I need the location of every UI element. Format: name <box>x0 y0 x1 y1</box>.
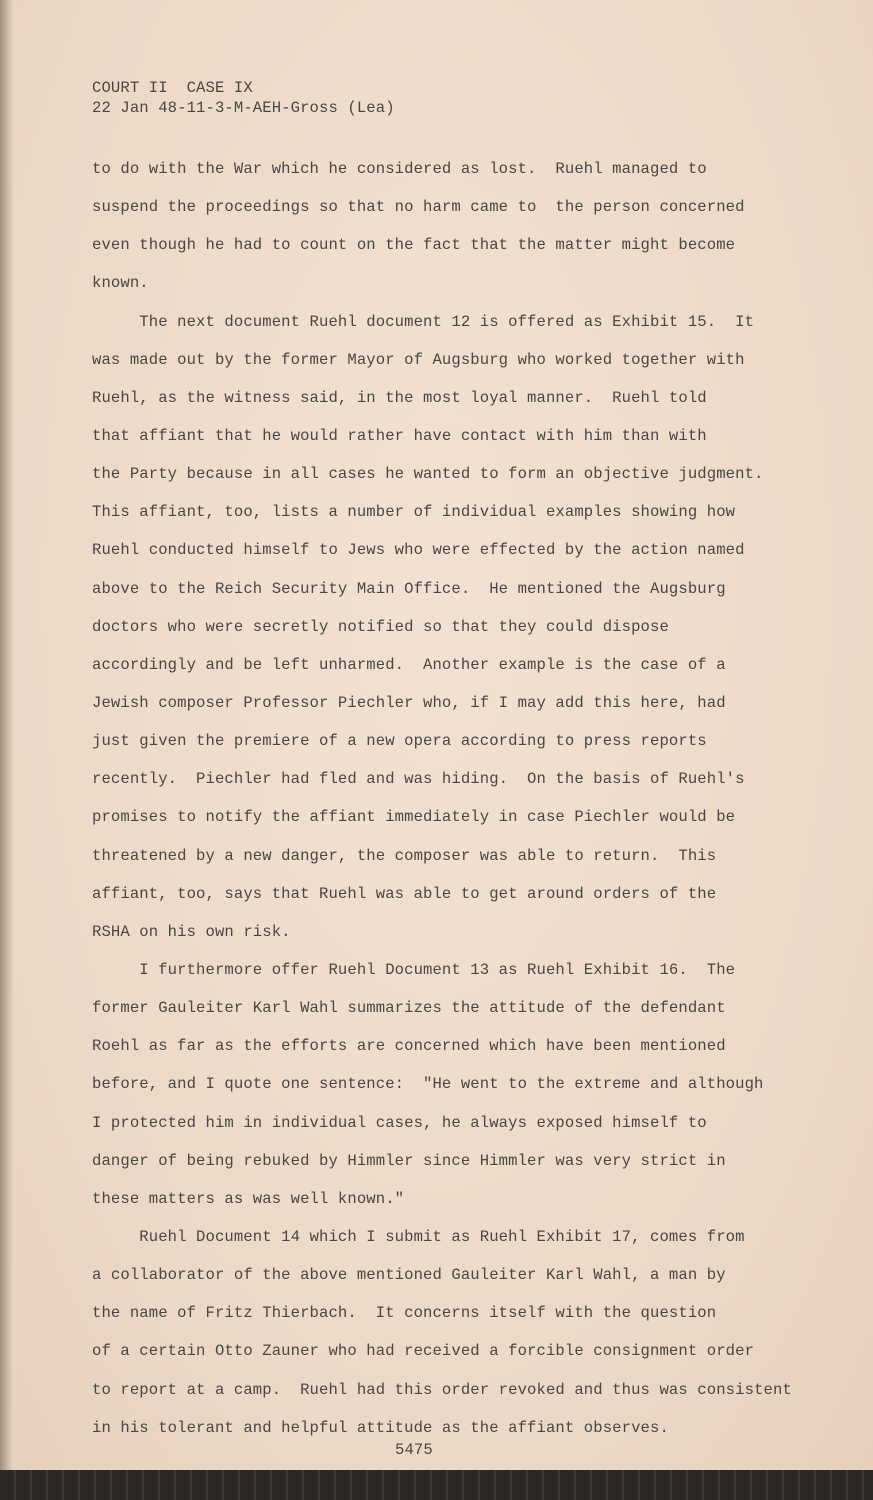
document-body <box>92 156 812 1453</box>
text-line: I protected him in individual cases, he always exposed himself to <box>92 1113 707 1132</box>
text-line: to do with the War which he considered as lost. Ruehl managed to <box>92 160 707 178</box>
text-line: I furthermore offer Ruehl Document 13 as Ruehl Exhibit 16. The <box>92 960 736 979</box>
text-line: affiant, too, says that Ruehl was able to get around orders of the <box>92 884 717 903</box>
page-edge-shadow <box>0 0 14 1470</box>
text-line: in his tolerant and helpful attitude as the affiant observes. <box>92 1418 669 1437</box>
date-reference-line: 22 Jan 48-11-3-M-AEH-Gross (Lea) <box>92 99 395 117</box>
text-line: just given the premiere of a new opera according to press reports <box>92 732 707 751</box>
text-line: that affiant that he would rather have contact with him than with <box>92 426 707 445</box>
text-line: a collaborator of the above mentioned Gauleiter Karl Wahl, a man by <box>92 1266 726 1285</box>
court-case-line: COURT II CASE IX <box>92 79 253 97</box>
scan-bottom-strip <box>0 1470 873 1500</box>
text-line: threatened by a new danger, the composer was able to return. This <box>92 846 717 865</box>
text-line: doctors who were secretly notified so that they could dispose <box>92 617 669 636</box>
text-line: of a certain Otto Zauner who had received a forcible consignment order <box>92 1342 755 1361</box>
text-line: RSHA on his own risk. <box>92 922 291 941</box>
text-line: recently. Piechler had fled and was hiding. On the basis of Ruehl's <box>92 770 745 789</box>
text-line: promises to notify the affiant immediately in case Piechler would be <box>92 808 736 827</box>
text-line: even though he had to count on the fact that the matter might become <box>92 236 736 255</box>
text-line: Jewish composer Professor Piechler who, if I may add this here, had <box>92 693 726 712</box>
text-line: known. <box>92 274 149 293</box>
text-line: suspend the proceedings so that no harm came to the person concerned <box>92 198 745 217</box>
text-line: to report at a camp. Ruehl had this order revoked and thus was consistent <box>92 1380 792 1399</box>
text-line: the Party because in all cases he wanted to form an objective judgment. <box>92 465 764 484</box>
text-line: Ruehl, as the witness said, in the most loyal manner. Ruehl told <box>92 388 707 407</box>
text-line: above to the Reich Security Main Office. He mentioned the Augsburg <box>92 579 726 598</box>
text-line: Roehl as far as the efforts are concerned which have been mentioned <box>92 1037 726 1056</box>
text-line: The next document Ruehl document 12 is offered as Exhibit 15. It <box>92 312 755 331</box>
text-line: Ruehl Document 14 which I submit as Ruehl Exhibit 17, comes from <box>92 1227 745 1246</box>
document-header <box>92 78 395 118</box>
page-number: 5475 <box>395 1441 433 1459</box>
text-line: This affiant, too, lists a number of individual examples showing how <box>92 503 736 522</box>
text-line: the name of Fritz Thierbach. It concerns itself with the question <box>92 1304 717 1323</box>
text-line: accordingly and be left unharmed. Another example is the case of a <box>92 655 726 674</box>
text-line: former Gauleiter Karl Wahl summarizes the attitude of the defendant <box>92 999 726 1018</box>
text-line: danger of being rebuked by Himmler since Himmler was very strict in <box>92 1151 726 1170</box>
text-line: before, and I quote one sentence: "He went to the extreme and although <box>92 1075 764 1094</box>
text-line: Ruehl conducted himself to Jews who were effected by the action named <box>92 541 745 560</box>
text-line: these matters as was well known." <box>92 1189 405 1208</box>
text-line: was made out by the former Mayor of Augsburg who worked together with <box>92 350 745 369</box>
